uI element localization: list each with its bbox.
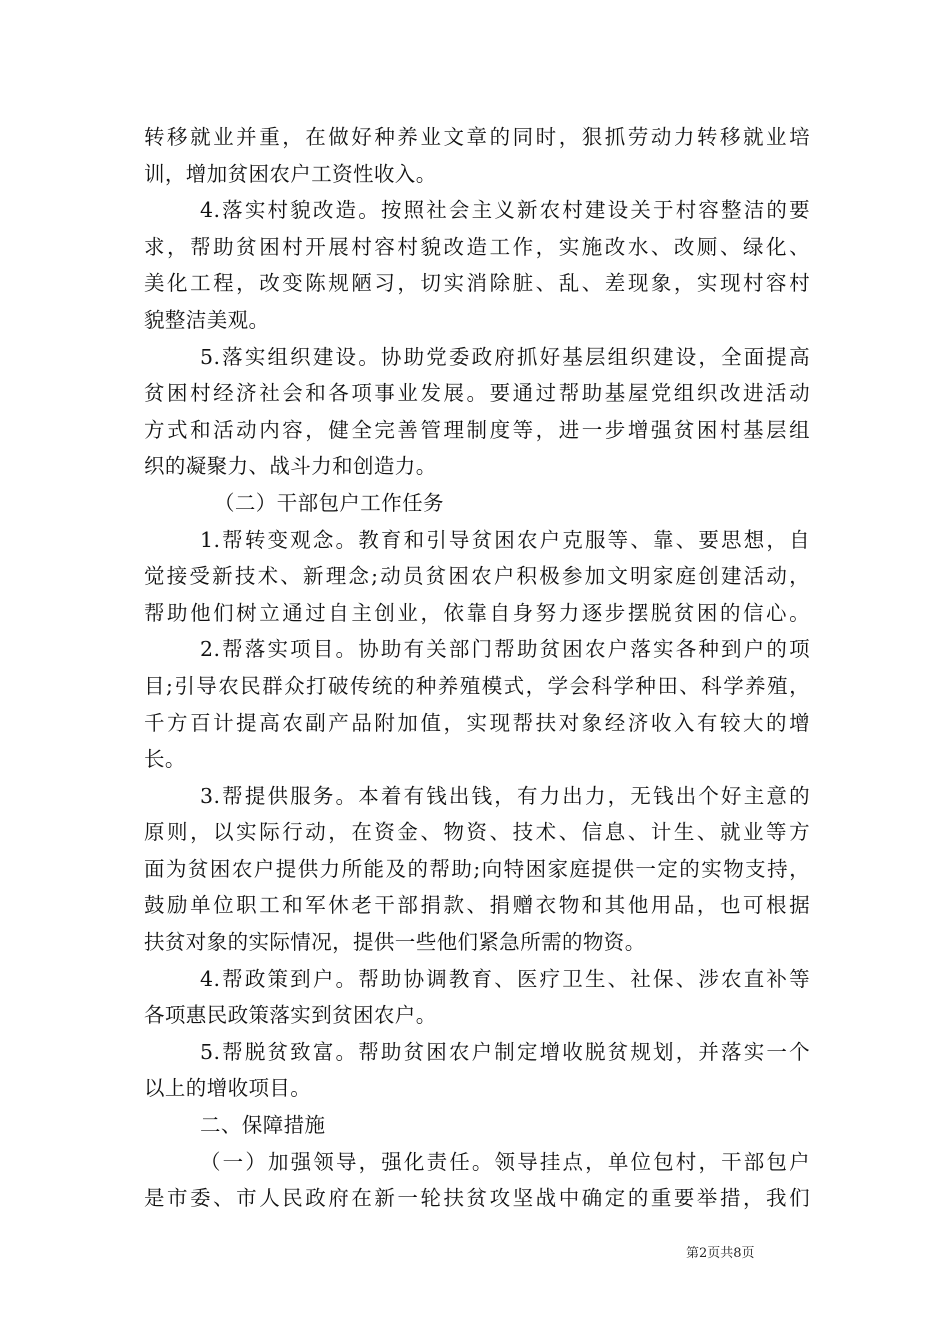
text-line: 帮助他们树立通过自主创业，依靠自身努力逐步摆脱贫困的信心。	[144, 600, 810, 625]
text-line: 5.帮脱贫致富。帮助贫困农户制定增收脱贫规划，并落实一个	[200, 1039, 810, 1064]
text-line: 方式和活动内容，健全完善管理制度等，进一步增强贫困村基层组	[144, 417, 810, 442]
text-line: 扶贫对象的实际情况，提供一些他们紧急所需的物资。	[144, 930, 646, 955]
text-line: 目;引导农民群众打破传统的种养殖模式，学会科学种田、科学养殖，	[144, 673, 810, 698]
text-line: 各项惠民政策落实到贫困农户。	[144, 1003, 437, 1028]
text-line: 训，增加贫困农户工资性收入。	[144, 161, 437, 186]
text-line: 美化工程，改变陈规陋习，切实消除脏、乱、差现象，实现村容村	[144, 271, 810, 296]
text-line: 求，帮助贫困村开展村容村貌改造工作，实施改水、改厕、绿化、	[144, 234, 810, 259]
text-line: （一）加强领导，强化责任。领导挂点，单位包村，干部包户	[200, 1149, 810, 1174]
text-line: 觉接受新技术、新理念;动员贫困农户积极参加文明家庭创建活动，	[144, 564, 810, 589]
text-line: 是市委、市人民政府在新一轮扶贫攻坚战中确定的重要举措，我们	[144, 1186, 810, 1211]
text-line: 2.帮落实项目。协助有关部门帮助贫困农户落实各种到户的项	[200, 637, 810, 662]
section-heading: （二）干部包户工作任务	[214, 490, 444, 515]
text-line: 长。	[144, 747, 186, 772]
text-line: 千方百计提高农副产品附加值，实现帮扶对象经济收入有较大的增	[144, 710, 810, 735]
text-line: 鼓励单位职工和军休老干部捐款、捐赠衣物和其他用品，也可根据	[144, 893, 810, 918]
text-line: 面为贫困农户提供力所能及的帮助;向特困家庭提供一定的实物支持，	[144, 856, 810, 881]
text-line: 织的凝聚力、战斗力和创造力。	[144, 454, 437, 479]
text-line: 贫困村经济社会和各项事业发展。要通过帮助基屋党组织改进活动	[144, 381, 810, 406]
text-line: 原则，以实际行动，在资金、物资、技术、信息、计生、就业等方	[144, 820, 810, 845]
page-number: 第2页共8页	[686, 1246, 755, 1261]
text-line: 4.帮政策到户。帮助协调教育、医疗卫生、社保、涉农直补等	[200, 966, 810, 991]
text-line: 以上的增收项目。	[144, 1076, 312, 1101]
text-line: 1.帮转变观念。教育和引导贫困农户克服等、靠、要思想，自	[200, 527, 810, 552]
section-heading: 二、保障措施	[200, 1113, 326, 1138]
text-line: 貌整洁美观。	[144, 307, 270, 332]
text-line: 4.落实村貌改造。按照社会主义新农村建设关于村容整洁的要	[200, 198, 810, 223]
text-line: 转移就业并重，在做好种养业文章的同时，狠抓劳动力转移就业培	[144, 125, 810, 149]
text-line: 3.帮提供服务。本着有钱出钱，有力出力，无钱出个好主意的	[200, 783, 810, 808]
document-body	[144, 119, 810, 1217]
text-line: 5.落实组织建设。协助党委政府抓好基层组织建设，全面提高	[200, 344, 810, 369]
